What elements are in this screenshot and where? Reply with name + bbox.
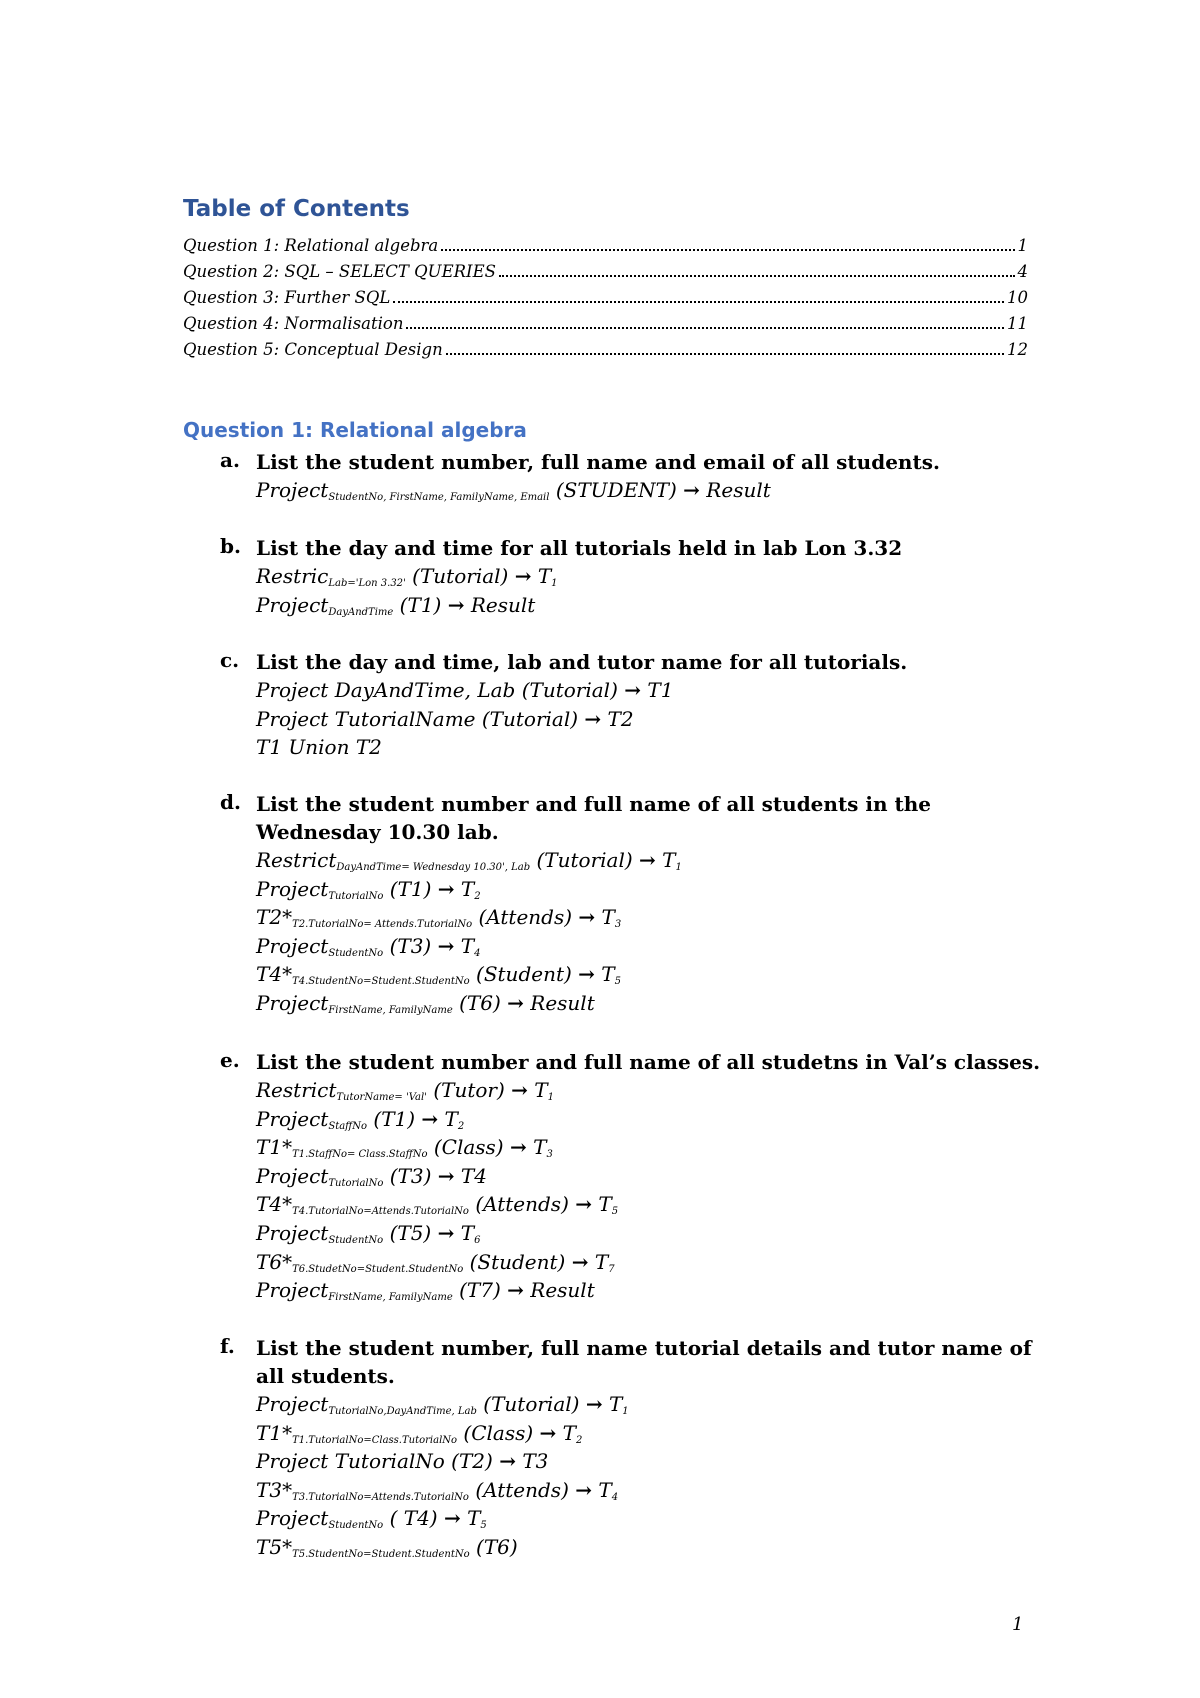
algebra-result-index: 7: [608, 1263, 615, 1275]
algebra-line: [256, 1421, 629, 1450]
algebra-line: [256, 1449, 629, 1478]
arrow-icon: →: [585, 1392, 603, 1416]
algebra-operand: (T7): [459, 1278, 501, 1303]
arrow-icon: →: [571, 1249, 589, 1274]
toc-leader-dots: [499, 275, 1015, 277]
arrow-icon: →: [539, 1420, 557, 1445]
algebra-operation: T1 Union T2: [256, 735, 382, 760]
algebra-result: T: [537, 564, 552, 588]
algebra-result: T: [562, 1420, 576, 1445]
algebra-operand: (Tutorial): [536, 848, 633, 872]
algebra-operand: (Tutor): [433, 1078, 505, 1102]
algebra-operation: Project: [256, 1220, 329, 1245]
algebra-operation: T4*: [256, 962, 293, 987]
algebra-operation: Project TutorialNo (T2): [256, 1449, 493, 1474]
algebra-result-index: 1: [547, 1092, 554, 1103]
arrow-icon: →: [575, 1477, 592, 1502]
algebra-operand: (STUDENT): [555, 478, 677, 502]
arrow-icon: →: [578, 905, 596, 930]
arrow-icon: →: [514, 564, 532, 588]
item-label: a.: [220, 448, 240, 472]
algebra-lines: [256, 1392, 629, 1564]
algebra-operand: (Student): [469, 1249, 566, 1274]
algebra-result: T2: [607, 706, 634, 731]
arrow-icon: →: [509, 1135, 527, 1160]
algebra-result: Result: [470, 592, 536, 617]
algebra-condition: TutorialNo,DayAndTime, Lab: [328, 1406, 477, 1417]
algebra-operation: T6*: [256, 1249, 293, 1274]
algebra-operation: T4*: [256, 1192, 293, 1217]
arrow-icon: →: [507, 990, 524, 1015]
algebra-operand: (Tutorial): [412, 564, 509, 588]
algebra-operand: (Class): [463, 1420, 534, 1445]
algebra-condition: TutorName= 'Val': [336, 1092, 427, 1103]
algebra-line: [256, 905, 682, 934]
algebra-result-index: 6: [474, 1234, 481, 1246]
toc-entry-page: 4: [1017, 262, 1028, 281]
algebra-line: [256, 564, 558, 593]
algebra-operand: (T3): [389, 1163, 432, 1188]
algebra-operation: Project: [256, 1506, 329, 1531]
item-label: b.: [220, 534, 241, 558]
algebra-result: T3: [522, 1449, 549, 1474]
algebra-operation: T3*: [256, 1477, 293, 1502]
algebra-operation: Project: [256, 933, 329, 958]
arrow-icon: →: [437, 1163, 455, 1188]
algebra-operand: (Class): [433, 1135, 504, 1160]
algebra-condition: StudentNo: [328, 1520, 384, 1532]
toc-leader-dots: [446, 353, 1004, 355]
algebra-operation: Project: [256, 1106, 329, 1131]
arrow-icon: →: [624, 678, 641, 702]
question-text: List the student number and full name of all students in the Wednesday 10.30 lab.: [256, 792, 932, 844]
item-label: d.: [220, 790, 241, 814]
toc-entry[interactable]: [183, 340, 1028, 366]
algebra-operation: Project: [256, 876, 329, 901]
toc-entry-page: 10: [1007, 288, 1028, 307]
algebra-condition: FirstName, FamilyName: [328, 1292, 453, 1304]
algebra-condition: StudentNo, FirstName, FamilyName, Email: [328, 492, 550, 503]
algebra-result-index: 2: [576, 1434, 583, 1446]
algebra-result: T: [460, 876, 475, 901]
toc-entry-text: Question 3: Further SQL: [183, 288, 391, 307]
algebra-line: [256, 1392, 629, 1421]
question-text: List the student number and full name of all studetns in Val’s classes.: [256, 1050, 1041, 1074]
algebra-result: T: [460, 1220, 475, 1245]
arrow-icon: →: [575, 1192, 592, 1217]
algebra-condition: T1.TutorialNo=Class.TutorialNo: [292, 1434, 458, 1446]
toc-entry[interactable]: [183, 236, 1028, 262]
algebra-lines: [256, 478, 771, 507]
algebra-condition: T2.TutorialNo= Attends.TutorialNo: [292, 919, 473, 931]
algebra-lines: [256, 678, 673, 764]
arrow-icon: →: [437, 876, 455, 901]
algebra-result: Result: [530, 1278, 595, 1303]
algebra-line: [256, 1250, 618, 1279]
arrow-icon: →: [584, 706, 602, 731]
algebra-operation: Project DayAndTime, Lab (Tutorial): [256, 678, 618, 702]
algebra-lines: [256, 848, 682, 1020]
algebra-operand: (T3): [389, 933, 432, 958]
algebra-line: [256, 1107, 618, 1136]
algebra-result-index: 5: [611, 1206, 619, 1218]
toc-entry-page: 1: [1017, 236, 1028, 255]
algebra-operation: Project: [256, 478, 329, 502]
algebra-operation: T1*: [256, 1135, 293, 1160]
page-number: 1: [1012, 1614, 1024, 1635]
algebra-operation: Project: [256, 592, 329, 617]
algebra-operation: T5*: [256, 1534, 293, 1559]
algebra-condition: T5.StudentNo=Student.StudentNo: [292, 1548, 470, 1560]
arrow-icon: →: [683, 478, 700, 502]
algebra-result-index: 1: [622, 1406, 629, 1417]
algebra-result: T: [601, 905, 615, 930]
algebra-line: [256, 1164, 618, 1193]
algebra-line: [256, 1278, 618, 1307]
algebra-result: T: [608, 1392, 623, 1416]
arrow-icon: →: [437, 933, 455, 958]
algebra-operand: (T1): [399, 592, 442, 617]
algebra-result: T: [598, 1192, 612, 1217]
algebra-result-index: 2: [457, 1120, 465, 1132]
algebra-line: [256, 678, 673, 707]
algebra-line: [256, 877, 682, 906]
algebra-result: T: [460, 933, 475, 958]
algebra-operand: (Tutorial): [483, 1392, 580, 1416]
arrow-icon: →: [443, 1506, 461, 1531]
algebra-result-index: 2: [474, 890, 481, 902]
algebra-result-index: 1: [675, 862, 682, 873]
algebra-condition: StaffNo: [328, 1120, 368, 1132]
toc-entry-page: 12: [1007, 340, 1028, 359]
algebra-result: T: [601, 962, 615, 987]
algebra-condition: StudentNo: [328, 1234, 384, 1246]
algebra-line: [256, 991, 682, 1020]
algebra-operation: Project: [256, 1163, 329, 1188]
algebra-line: [256, 1478, 629, 1507]
algebra-line: [256, 1506, 629, 1535]
section-heading: Question 1: Relational algebra: [183, 418, 527, 442]
algebra-lines: [256, 1078, 618, 1307]
item-label: f.: [220, 1334, 235, 1358]
algebra-operand: (Attends): [475, 1477, 569, 1502]
algebra-condition: T4.StudentNo=Student.StudentNo: [292, 976, 470, 988]
toc-leader-dots: [406, 327, 1004, 329]
algebra-operation: T1*: [256, 1420, 293, 1445]
algebra-result-index: 3: [546, 1149, 553, 1161]
toc-entry[interactable]: [183, 262, 1028, 288]
toc-entry-page: 11: [1007, 314, 1028, 333]
algebra-operand: (T5): [389, 1220, 432, 1245]
algebra-line: [256, 1135, 618, 1164]
algebra-condition: TutorialNo: [328, 890, 384, 902]
algebra-result: T: [467, 1506, 481, 1531]
algebra-operation: Restric: [256, 564, 329, 588]
algebra-result-index: 5: [480, 1520, 487, 1532]
algebra-result-index: 1: [551, 578, 558, 589]
toc-entry-text: Question 5: Conceptual Design: [183, 340, 443, 359]
algebra-operand: (Attends): [478, 905, 573, 930]
algebra-line: [256, 962, 682, 991]
algebra-operand: (T1): [389, 876, 432, 901]
toc-entry-text: Question 2: SQL – SELECT QUERIES: [183, 262, 496, 281]
algebra-line: [256, 1535, 629, 1564]
algebra-line: [256, 1221, 618, 1250]
algebra-line: [256, 735, 673, 764]
toc-title: Table of Contents: [183, 196, 410, 222]
algebra-result-index: 5: [614, 976, 621, 988]
algebra-result: T: [662, 848, 676, 872]
arrow-icon: →: [578, 962, 595, 987]
algebra-condition: Lab='Lon 3.32': [328, 578, 406, 589]
algebra-operand: (T6): [459, 990, 501, 1015]
algebra-operation: Restrict: [256, 1078, 337, 1102]
algebra-line: [256, 707, 673, 736]
algebra-operation: Project: [256, 1278, 329, 1303]
algebra-result: T: [533, 1135, 547, 1160]
toc-entry-text: Question 1: Relational algebra: [183, 236, 439, 255]
algebra-line: [256, 1192, 618, 1221]
algebra-result: T: [598, 1477, 612, 1502]
algebra-operation: Restrict: [256, 848, 337, 872]
algebra-operand: (Student): [476, 962, 572, 987]
algebra-result: T1: [647, 678, 674, 702]
algebra-condition: T6.StudetNo=Student.StudentNo: [292, 1263, 464, 1275]
toc-entry-text: Question 4: Normalisation: [183, 314, 404, 333]
algebra-condition: TutorialNo: [328, 1177, 384, 1189]
toc-leader-dots: [441, 249, 1014, 251]
algebra-operand: (T6): [476, 1534, 518, 1559]
arrow-icon: →: [499, 1449, 516, 1474]
algebra-operand: (Attends): [475, 1192, 569, 1217]
algebra-condition: FirstName, FamilyName: [328, 1004, 453, 1016]
algebra-line: [256, 478, 771, 507]
algebra-operand: ( T4): [389, 1506, 438, 1531]
algebra-result: T4: [460, 1163, 487, 1188]
algebra-condition: StudentNo: [328, 947, 384, 959]
question-text: List the day and time for all tutorials held in lab Lon 3.32: [256, 536, 903, 560]
algebra-line: [256, 1078, 618, 1107]
algebra-line: [256, 934, 682, 963]
algebra-operation: T2*: [256, 905, 293, 930]
toc-leader-dots: [393, 301, 1004, 303]
arrow-icon: →: [421, 1106, 439, 1131]
algebra-condition: T3.TutorialNo=Attends.TutorialNo: [292, 1491, 469, 1503]
algebra-result: T: [444, 1106, 458, 1131]
table-of-contents: [183, 236, 1028, 366]
arrow-icon: →: [447, 592, 465, 617]
arrow-icon: →: [639, 848, 656, 872]
algebra-result: T: [534, 1078, 548, 1102]
arrow-icon: →: [437, 1220, 455, 1245]
algebra-result: T: [594, 1249, 609, 1274]
question-text: List the student number, full name tutorial details and tutor name of all students.: [256, 1336, 1032, 1388]
toc-entry[interactable]: [183, 314, 1028, 340]
toc-entry[interactable]: [183, 288, 1028, 314]
algebra-result-index: 4: [611, 1491, 619, 1503]
algebra-result-index: 3: [614, 919, 622, 931]
algebra-operand: (T1): [373, 1106, 416, 1131]
algebra-condition: T4.TutorialNo=Attends.TutorialNo: [292, 1206, 469, 1218]
question-text: List the day and time, lab and tutor name for all tutorials.: [256, 650, 908, 674]
algebra-line: [256, 593, 558, 622]
algebra-condition: T1.StaffNo= Class.StaffNo: [292, 1149, 428, 1161]
algebra-condition: DayAndTime= Wednesday 10.30', Lab: [336, 862, 531, 873]
algebra-line: [256, 848, 682, 877]
algebra-operation: Project TutorialName (Tutorial): [256, 706, 579, 731]
algebra-lines: [256, 564, 558, 621]
algebra-operation: Project: [256, 1392, 329, 1416]
algebra-result-index: 4: [474, 947, 481, 959]
algebra-condition: DayAndTime: [328, 606, 394, 618]
arrow-icon: →: [511, 1078, 528, 1102]
algebra-operation: Project: [256, 990, 329, 1015]
algebra-result: Result: [530, 990, 595, 1015]
algebra-result: Result: [706, 478, 771, 502]
question-text: List the student number, full name and email of all students.: [256, 450, 940, 474]
arrow-icon: →: [507, 1278, 524, 1303]
item-label: e.: [220, 1048, 240, 1072]
item-label: c.: [220, 648, 240, 672]
